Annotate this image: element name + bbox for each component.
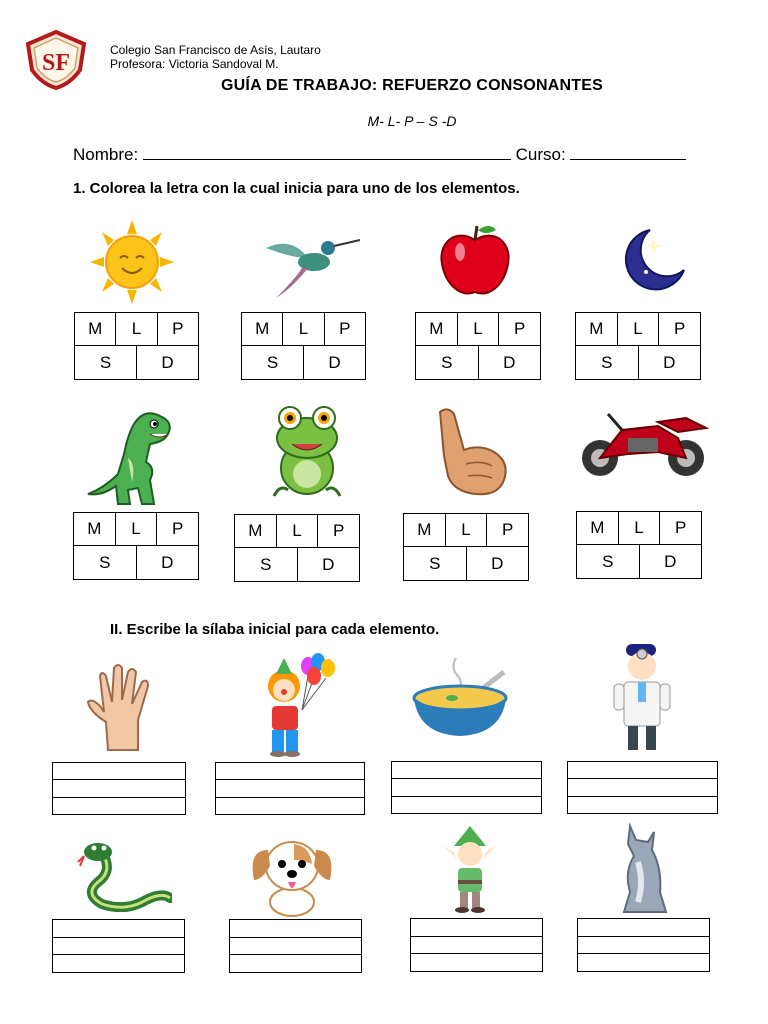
letter-m[interactable]: M: [248, 521, 263, 540]
motorcycle-icon: [578, 408, 712, 480]
letter-s[interactable]: S: [602, 551, 614, 571]
letter-d[interactable]: D: [466, 547, 529, 580]
answer-box-hand[interactable]: [52, 762, 186, 815]
snake-icon: [76, 838, 172, 912]
letter-s[interactable]: S: [441, 352, 453, 372]
name-course-line: [73, 145, 686, 165]
letter-l[interactable]: L: [457, 313, 499, 345]
letter-m[interactable]: M: [589, 319, 604, 338]
letter-p[interactable]: P: [498, 313, 540, 345]
logo-initials: SF: [41, 50, 71, 76]
letter-box-frog: [234, 514, 360, 582]
puppy-icon: [248, 830, 336, 918]
letter-box-moon: [575, 312, 701, 380]
letter-s[interactable]: S: [99, 552, 111, 572]
letter-box-finger: [403, 513, 529, 581]
letter-p[interactable]: P: [156, 513, 198, 545]
letter-p[interactable]: P: [324, 313, 365, 345]
letter-box-dinosaur: [73, 512, 199, 580]
answer-box-soup[interactable]: [391, 761, 542, 814]
letter-l[interactable]: L: [617, 313, 659, 345]
letter-m[interactable]: M: [590, 518, 605, 537]
doctor-icon: [610, 642, 674, 754]
elf-icon: [440, 826, 498, 914]
school-name: Colegio San Francisco de Asís, Lautaro: [110, 43, 321, 57]
letter-l[interactable]: L: [618, 512, 660, 544]
wolf-icon: [614, 822, 674, 916]
letter-box-apple: [415, 312, 541, 380]
moon-icon: [616, 226, 688, 292]
section2-instruction: II. Escribe la sílaba inicial para cada elemento.: [110, 621, 440, 638]
clown-icon: [252, 652, 336, 758]
school-info: [110, 43, 321, 71]
section1-instruction: 1. Colorea la letra con la cual inicia para uno de los elementos.: [73, 180, 520, 197]
soup-icon: [410, 654, 510, 740]
letter-box-sun: [74, 312, 199, 380]
letter-m[interactable]: M: [88, 319, 103, 338]
answer-box-doctor[interactable]: [567, 761, 718, 814]
letter-m[interactable]: M: [429, 319, 444, 338]
frog-icon: [266, 404, 348, 502]
letter-l[interactable]: L: [282, 313, 323, 345]
name-label: Nombre:: [73, 145, 139, 164]
finger-icon: [430, 406, 512, 496]
letter-d[interactable]: D: [638, 346, 701, 379]
letter-p[interactable]: P: [317, 515, 359, 547]
letter-p[interactable]: P: [658, 313, 700, 345]
letter-p[interactable]: P: [486, 514, 528, 546]
letter-d[interactable]: D: [478, 346, 541, 379]
apple-icon: [436, 222, 514, 298]
hummingbird-icon: [262, 228, 362, 300]
name-field[interactable]: [143, 145, 511, 160]
letter-d[interactable]: D: [136, 546, 199, 579]
letter-l[interactable]: L: [115, 313, 156, 345]
letter-d[interactable]: D: [297, 548, 360, 581]
letter-m[interactable]: M: [417, 520, 432, 539]
letter-box-motorcycle: [576, 511, 702, 579]
letter-m[interactable]: M: [87, 519, 102, 538]
letter-d[interactable]: D: [639, 545, 702, 578]
dinosaur-icon: [84, 404, 180, 508]
page-subtitle: M- L- P – S -D: [367, 113, 457, 129]
letter-d[interactable]: D: [303, 346, 365, 379]
course-field[interactable]: [570, 145, 686, 160]
answer-box-elf[interactable]: [410, 918, 543, 972]
letter-s[interactable]: S: [260, 554, 272, 574]
letter-box-hummingbird: [241, 312, 366, 380]
teacher-name: Profesora: Victoria Sandoval M.: [110, 57, 279, 71]
answer-box-wolf[interactable]: [577, 918, 710, 972]
letter-l[interactable]: L: [445, 514, 487, 546]
answer-box-snake[interactable]: [52, 919, 185, 973]
letter-s[interactable]: S: [99, 352, 112, 372]
sun-icon: [86, 220, 178, 304]
letter-s[interactable]: S: [266, 352, 279, 372]
letter-p[interactable]: P: [157, 313, 198, 345]
letter-l[interactable]: L: [115, 513, 157, 545]
letter-m[interactable]: M: [255, 319, 270, 338]
course-label: Curso:: [515, 145, 566, 164]
page-title: GUÍA DE TRABAJO: REFUERZO CONSONANTES: [221, 77, 603, 94]
letter-s[interactable]: S: [429, 553, 441, 573]
letter-d[interactable]: D: [136, 346, 198, 379]
answer-box-clown[interactable]: [215, 762, 365, 815]
hand-icon: [86, 662, 158, 752]
answer-box-puppy[interactable]: [229, 919, 362, 973]
letter-s[interactable]: S: [601, 352, 613, 372]
letter-l[interactable]: L: [276, 515, 318, 547]
letter-p[interactable]: P: [659, 512, 701, 544]
